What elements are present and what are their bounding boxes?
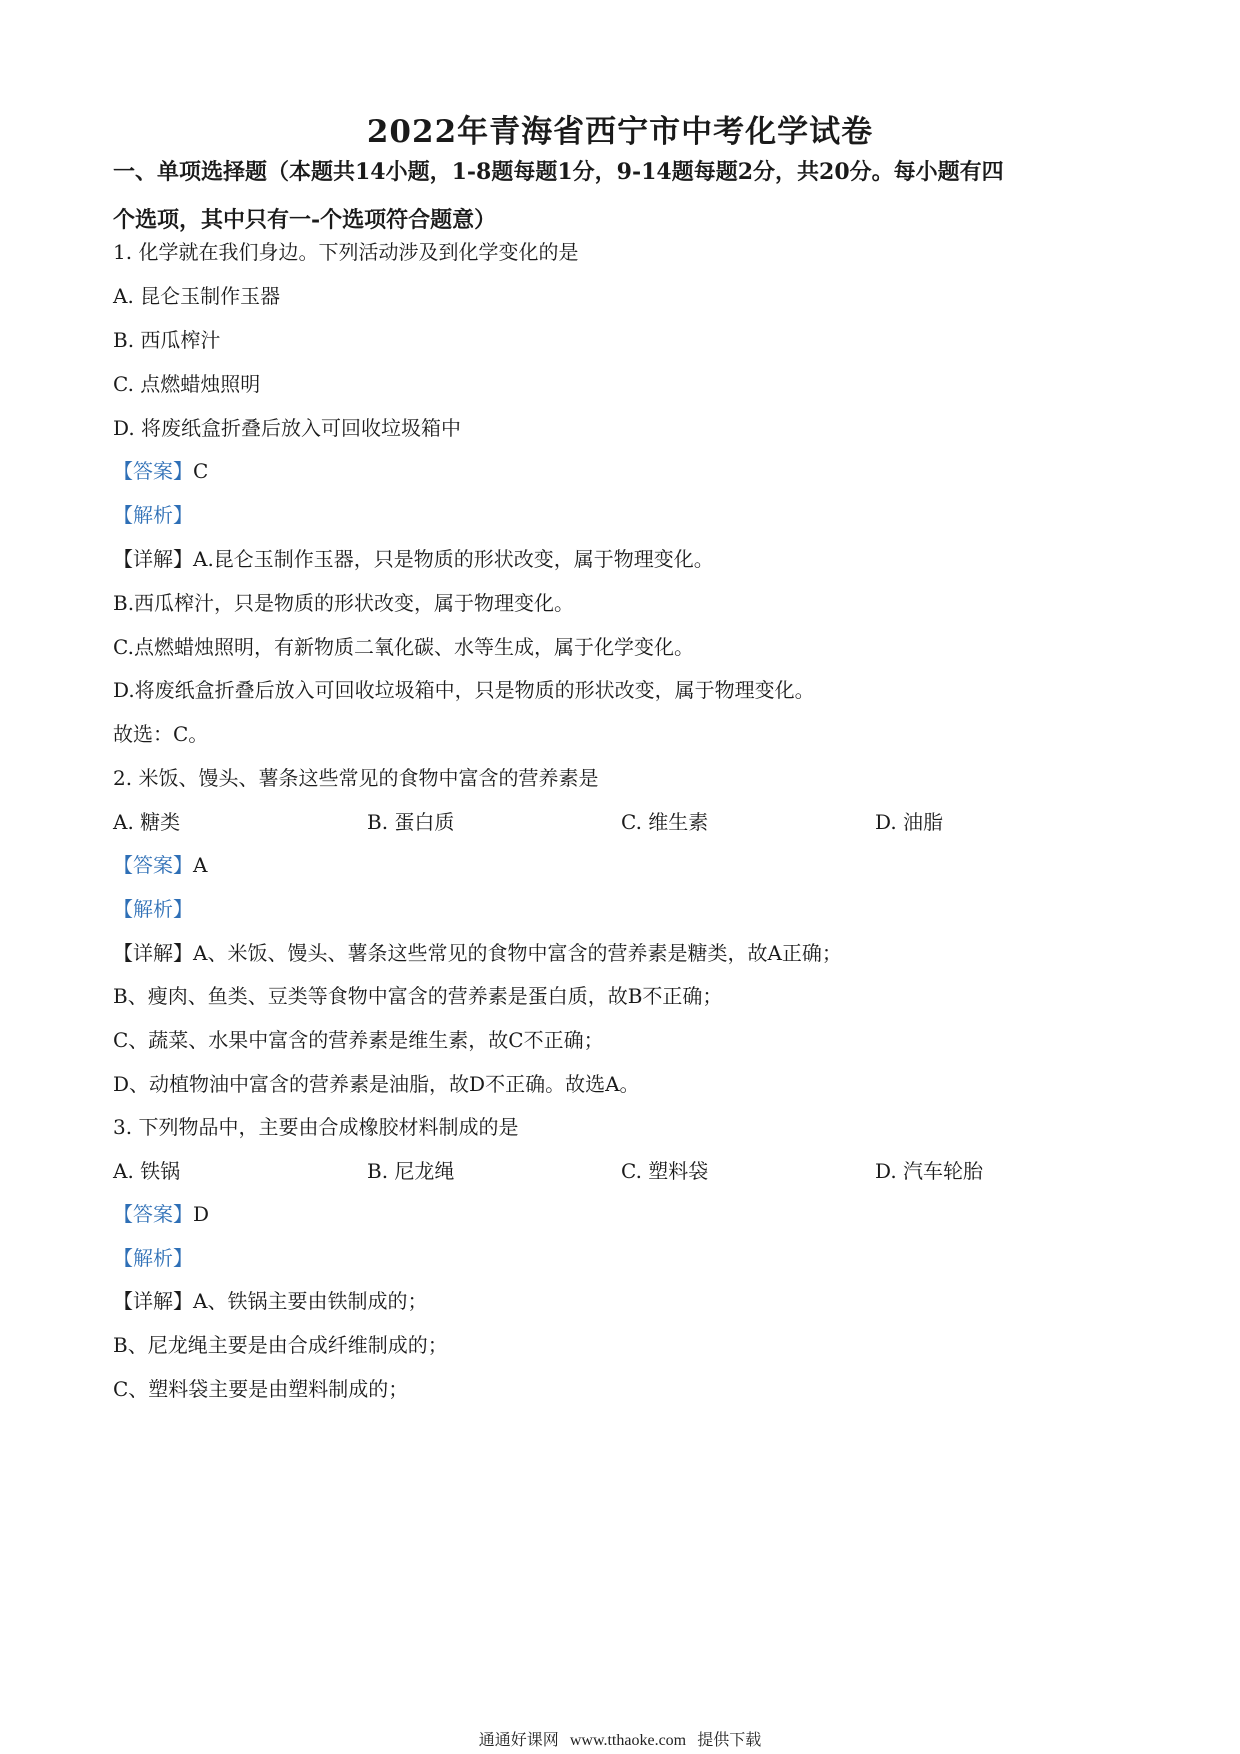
q2-options [113,808,1013,836]
q1-option-a: A. 昆仑玉制作玉器 [113,284,281,308]
detail-tag: 【详解】 [113,941,193,965]
q2-answer [113,851,207,879]
q1-detail-3: C.点燃蜡烛照明，有新物质二氧化碳、水等生成，属于化学变化。 [113,635,694,659]
q2-option-b: B. 蛋白质 [367,810,455,834]
section-heading-line1: 一、单项选择题（本题共14小题，1-8题每题1分，9-14题每题2分，共20分。每小题有四 [113,159,1004,185]
q3-analysis-tag: 【解析】 [113,1246,193,1270]
q3-option-c: C. 塑料袋 [621,1159,709,1183]
q3-stem: 3. 下列物品中，主要由合成橡胶材料制成的是 [113,1115,519,1139]
footer-site-name: 通通好课网 [478,1730,559,1749]
page-footer [0,1727,1240,1750]
q2-detail-3: C、蔬菜、水果中富含的营养素是维生素，故C不正确； [113,1028,604,1052]
q3-detail-3: C、塑料袋主要是由塑料制成的； [113,1377,409,1401]
answer-value: D [193,1202,210,1226]
section-heading [113,148,1133,244]
q1-answer [113,457,208,485]
q1-detail-1 [113,545,714,573]
q1-analysis-tag: 【解析】 [113,503,193,527]
q3-option-d: D. 汽车轮胎 [875,1159,984,1183]
detail-text: A、铁锅主要由铁制成的； [193,1289,428,1313]
q3-option-a: A. 铁锅 [113,1159,181,1183]
q2-option-d: D. 油脂 [875,810,944,834]
answer-tag: 【答案】 [113,853,193,877]
q2-analysis-tag: 【解析】 [113,897,193,921]
detail-tag: 【详解】 [113,547,193,571]
detail-tag: 【详解】 [113,1289,193,1313]
q3-options [113,1157,1013,1185]
q2-detail-1 [113,939,842,967]
detail-text: A.昆仑玉制作玉器，只是物质的形状改变，属于物理变化。 [193,547,714,571]
page-title: 2022年青海省西宁市中考化学试卷 [366,114,874,150]
q2-option-a: A. 糖类 [113,810,181,834]
q2-detail-2: B、瘦肉、鱼类、豆类等食物中富含的营养素是蛋白质，故B不正确； [113,984,723,1008]
q3-answer [113,1200,209,1228]
q2-stem: 2. 米饭、馒头、薯条这些常见的食物中富含的营养素是 [113,766,599,790]
q1-option-d: D. 将废纸盒折叠后放入可回收垃圾箱中 [113,416,462,440]
q1-conclusion: 故选：C。 [113,722,209,746]
answer-tag: 【答案】 [113,1202,193,1226]
q1-option-b: B. 西瓜榨汁 [113,328,221,352]
q3-detail-2: B、尼龙绳主要是由合成纤维制成的； [113,1333,448,1357]
q1-detail-4: D.将废纸盒折叠后放入可回收垃圾箱中，只是物质的形状改变，属于物理变化。 [113,678,815,702]
answer-value: A [193,853,208,877]
detail-text: A、米饭、馒头、薯条这些常见的食物中富含的营养素是糖类，故A正确； [193,941,842,965]
q2-option-c: C. 维生素 [621,810,709,834]
q1-detail-2: B.西瓜榨汁，只是物质的形状改变，属于物理变化。 [113,591,575,615]
footer-download-text: 提供下载 [697,1730,762,1749]
q3-option-b: B. 尼龙绳 [367,1159,455,1183]
footer-url-link[interactable]: www.tthaoke.com [569,1732,687,1749]
q2-detail-4: D、动植物油中富含的营养素是油脂，故D不正确。故选A。 [113,1072,640,1096]
q3-detail-1 [113,1287,427,1315]
answer-tag: 【答案】 [113,459,193,483]
section-heading-line2: 个选项，其中只有一-个选项符合题意） [113,207,497,233]
q1-stem: 1. 化学就在我们身边。下列活动涉及到化学变化的是 [113,240,579,264]
q1-option-c: C. 点燃蜡烛照明 [113,372,261,396]
answer-value: C [193,459,209,483]
